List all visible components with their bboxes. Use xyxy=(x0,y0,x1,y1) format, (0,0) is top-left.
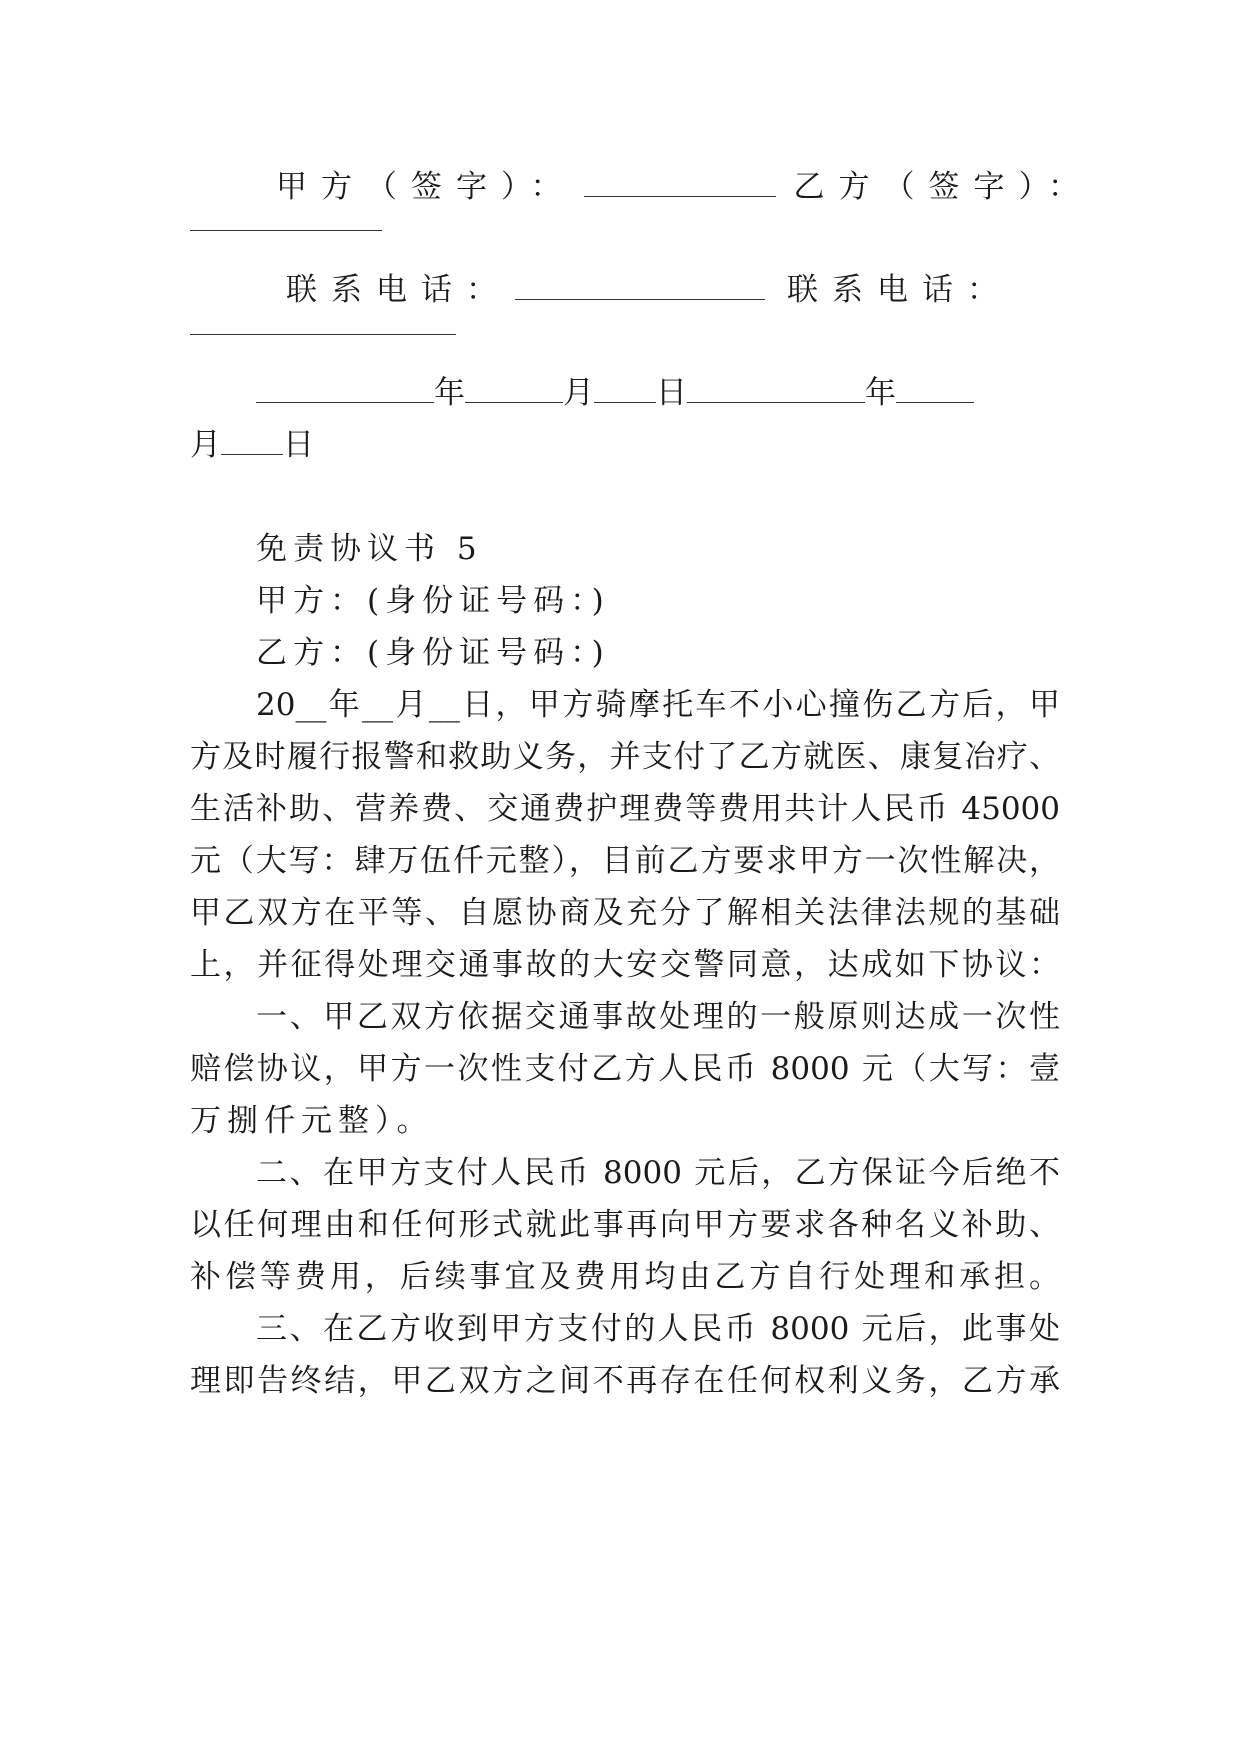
clause-1-line: 赔偿协议，甲方一次性支付乙方人民币 8000 元（大写：壹 xyxy=(190,1051,1060,1087)
date-b-month: 月 xyxy=(190,427,221,463)
date-b-month-blank xyxy=(896,372,974,403)
clause-2-line: 补偿等费用，后续事宜及费用均由乙方自行处理和承担。 xyxy=(190,1259,1060,1295)
date-line xyxy=(256,372,974,413)
clause-3-line: 理即告终结，甲乙双方之间不再存在任何权利义务，乙方承 xyxy=(190,1363,1060,1399)
intro-line: 元（大写：肆万伍仟元整），目前乙方要求甲方一次性解决， xyxy=(190,843,1060,879)
intro-line: 甲乙双方在平等、自愿协商及充分了解相关法律法规的基础 xyxy=(190,895,1060,931)
party-b-line: 乙方：(身份证号码：) xyxy=(256,635,610,671)
phone-a-label: 联系电话： xyxy=(286,272,511,308)
phone-b-label: 联系电话： xyxy=(787,272,1012,308)
phone-line xyxy=(286,269,1012,310)
phone-b-blank xyxy=(190,334,456,335)
party-a-sign-label: 甲方（签字）： xyxy=(276,169,576,205)
signature-line xyxy=(276,166,1093,207)
date-a-day-blank xyxy=(594,372,656,403)
intro-line: 20__年__月__日，甲方骑摩托车不小心撞伤乙方后，甲 xyxy=(256,687,1060,723)
date-b-year: 年 xyxy=(865,375,896,411)
date-line-cont xyxy=(190,424,314,465)
date-b-day: 日 xyxy=(283,427,314,463)
clause-3-line: 三、在乙方收到甲方支付的人民币 8000 元后，此事处 xyxy=(256,1311,1060,1347)
clause-2-line: 二、在甲方支付人民币 8000 元后，乙方保证今后绝不 xyxy=(256,1155,1060,1191)
date-a-year: 年 xyxy=(434,375,465,411)
party-b-sign-blank xyxy=(190,230,382,231)
date-a-month-blank xyxy=(465,372,563,403)
intro-line: 方及时履行报警和救助义务，并支付了乙方就医、康复冶疗、 xyxy=(190,739,1060,775)
date-b-day-blank xyxy=(221,424,283,455)
party-a-sign-blank xyxy=(584,166,776,197)
phone-a-blank xyxy=(515,269,765,300)
agreement-title: 免责协议书 5 xyxy=(256,531,483,567)
party-a-line: 甲方：(身份证号码：) xyxy=(256,583,610,619)
intro-line: 上，并征得处理交通事故的大安交警同意，达成如下协议： xyxy=(190,947,1060,983)
date-a-day: 日 xyxy=(656,375,687,411)
clause-2-line: 以任何理由和任何形式就此事再向甲方要求各种名义补助、 xyxy=(190,1207,1060,1243)
intro-line: 生活补助、营养费、交通费护理费等费用共计人民币 45000 xyxy=(190,791,1060,827)
date-a-year-blank xyxy=(256,372,434,403)
date-a-month: 月 xyxy=(563,375,594,411)
party-b-sign-label: 乙方（签字）： xyxy=(793,169,1093,205)
date-b-year-blank xyxy=(687,372,865,403)
clause-1-line: 万捌仟元整）。 xyxy=(190,1103,434,1139)
clause-1-line: 一、甲乙双方依据交通事故处理的一般原则达成一次性 xyxy=(256,999,1060,1035)
